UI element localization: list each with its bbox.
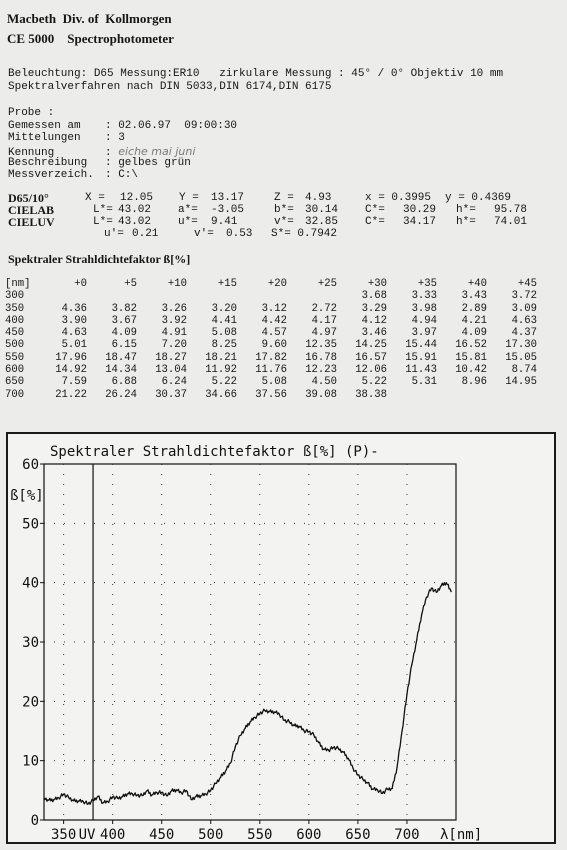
table-cell: 11.76 bbox=[255, 364, 287, 377]
table-cell: 12.23 bbox=[305, 364, 337, 377]
table-cell: 16.57 bbox=[355, 351, 387, 364]
data-point bbox=[244, 728, 245, 729]
table-cell: 17.82 bbox=[255, 351, 287, 364]
table-column-header: +30 bbox=[367, 278, 387, 290]
data-point bbox=[240, 735, 241, 736]
data-point bbox=[191, 799, 192, 800]
colorimetry-value: x = 0.3995 bbox=[365, 192, 432, 204]
colorimetry-value: 0.21 bbox=[132, 228, 159, 240]
colorimetry-value: 4.93 bbox=[305, 192, 332, 204]
table-cell: 37.56 bbox=[255, 388, 287, 401]
table-cell: 4.37 bbox=[511, 327, 537, 340]
data-point bbox=[97, 796, 98, 797]
y-tick-label: 60 bbox=[22, 457, 39, 473]
data-point bbox=[83, 801, 84, 802]
table-cell: 5.08 bbox=[211, 327, 237, 340]
data-point bbox=[352, 768, 353, 769]
data-point bbox=[78, 800, 79, 801]
data-point bbox=[362, 779, 363, 780]
table-cell: 3.82 bbox=[111, 302, 137, 315]
table-cell: 4.94 bbox=[411, 314, 437, 327]
x-tick-label: 650 bbox=[345, 827, 371, 842]
colorimetry-value: 30.29 bbox=[403, 204, 437, 216]
colorimetry-value: 43.02 bbox=[118, 216, 152, 228]
table-cell bbox=[387, 389, 437, 401]
y-tick-label: 20 bbox=[22, 694, 39, 711]
x-tick-label: 450 bbox=[149, 827, 175, 842]
data-point bbox=[48, 800, 49, 801]
spectral-table bbox=[5, 278, 537, 401]
data-point bbox=[397, 766, 398, 767]
table-cell: 5.22 bbox=[211, 376, 237, 389]
table-cell: 5.08 bbox=[261, 376, 287, 389]
table-cell bbox=[237, 290, 287, 302]
data-point bbox=[357, 774, 358, 775]
data-point bbox=[259, 713, 260, 714]
data-point bbox=[225, 770, 226, 771]
data-point bbox=[43, 798, 44, 799]
data-point bbox=[426, 597, 427, 598]
data-point bbox=[102, 802, 103, 803]
data-point bbox=[313, 734, 314, 735]
colorimetry-label: D65/10° bbox=[8, 191, 49, 205]
table-cell: 21.22 bbox=[55, 388, 87, 401]
colorimetry-label: CIELUV bbox=[8, 215, 55, 229]
table-cell: 16.52 bbox=[455, 339, 487, 352]
data-point bbox=[450, 591, 451, 592]
device-header: Macbeth Div. of Kollmorgen bbox=[7, 11, 172, 26]
data-point bbox=[436, 592, 437, 593]
probe-row-value: gelbes grün bbox=[118, 156, 191, 169]
data-point bbox=[269, 711, 270, 712]
table-cell: 3.68 bbox=[361, 290, 387, 303]
data-point bbox=[63, 794, 64, 795]
data-point bbox=[446, 582, 447, 583]
table-row bbox=[5, 315, 537, 327]
table-column-header: +20 bbox=[267, 278, 287, 290]
data-point bbox=[220, 777, 221, 778]
table-column-header: +35 bbox=[417, 278, 437, 290]
table-row bbox=[5, 364, 537, 376]
table-cell: 4.42 bbox=[261, 314, 287, 327]
table-row-wavelength: 550 bbox=[5, 351, 25, 364]
table-cell: 2.72 bbox=[311, 302, 337, 315]
table-column-header: +15 bbox=[217, 278, 237, 290]
x-tick-label: 600 bbox=[296, 827, 322, 842]
table-cell: 18.47 bbox=[105, 351, 137, 364]
table-cell: 5.01 bbox=[61, 339, 87, 352]
data-point bbox=[88, 803, 89, 804]
data-point bbox=[347, 758, 348, 759]
table-cell: 5.22 bbox=[361, 376, 387, 389]
colorimetry-value: S*= 0.7942 bbox=[271, 228, 338, 240]
table-row bbox=[5, 290, 537, 302]
probe-row-value: eiche mai juni bbox=[118, 144, 196, 158]
table-row bbox=[5, 327, 537, 339]
x-tick-label: 500 bbox=[198, 827, 224, 842]
colorimetry-value: 95.78 bbox=[494, 204, 528, 216]
colorimetry-value: u'= bbox=[104, 228, 124, 240]
table-cell: 2.89 bbox=[461, 302, 487, 315]
x-tick-label: 400 bbox=[100, 827, 126, 842]
data-point bbox=[421, 614, 422, 615]
table-cell: 4.36 bbox=[61, 302, 87, 315]
y-tick-label: 40 bbox=[22, 575, 39, 592]
data-point bbox=[254, 717, 255, 718]
table-cell: 3.67 bbox=[111, 314, 137, 327]
spectral-chart-svg bbox=[8, 434, 554, 842]
data-point bbox=[431, 588, 432, 589]
probe-title: Probe : bbox=[8, 107, 55, 119]
data-point bbox=[387, 788, 388, 789]
table-cell: 3.46 bbox=[361, 327, 387, 340]
data-point bbox=[122, 796, 123, 797]
table-cell: 3.09 bbox=[511, 302, 537, 315]
data-point bbox=[92, 800, 93, 801]
y-tick-label: 10 bbox=[22, 753, 39, 770]
table-column-header: +25 bbox=[317, 278, 337, 290]
device-model: CE 5000 Spectrophotometer bbox=[7, 31, 174, 46]
table-cell: 14.95 bbox=[505, 376, 537, 389]
data-point bbox=[73, 800, 74, 801]
table-cell: 8.96 bbox=[461, 376, 487, 389]
probe-row-separator: : bbox=[105, 146, 119, 159]
table-cell: 4.12 bbox=[361, 314, 387, 327]
y-tick-label: 30 bbox=[22, 635, 39, 651]
colorimetry-value: X = bbox=[85, 192, 105, 204]
table-cell: 3.43 bbox=[461, 290, 487, 303]
probe-row bbox=[8, 157, 191, 169]
table-cell: 4.17 bbox=[311, 314, 337, 327]
probe-row bbox=[8, 132, 125, 144]
uv-label: UV bbox=[78, 827, 96, 842]
data-point bbox=[205, 793, 206, 794]
table-cell: 3.72 bbox=[511, 290, 537, 303]
data-point bbox=[151, 794, 152, 795]
table-cell: 18.21 bbox=[205, 351, 237, 364]
table-cell: 4.63 bbox=[511, 314, 537, 327]
colorimetry-value: C*= bbox=[365, 216, 385, 228]
table-column-header: +45 bbox=[517, 278, 537, 290]
table-cell bbox=[437, 389, 487, 401]
probe-row-label: Beschreibung bbox=[8, 156, 88, 169]
colorimetry-value: C*= bbox=[365, 204, 385, 216]
colorimetry-value: Y = bbox=[179, 192, 199, 204]
table-row bbox=[5, 303, 537, 315]
table-cell: 11.92 bbox=[205, 364, 237, 377]
data-point bbox=[53, 799, 54, 800]
data-point bbox=[195, 796, 196, 797]
table-row-wavelength: 300 bbox=[5, 290, 25, 303]
data-point bbox=[274, 711, 275, 712]
data-point bbox=[146, 790, 147, 791]
table-cell: 4.41 bbox=[211, 314, 237, 327]
table-cell: 3.26 bbox=[161, 302, 187, 315]
data-point bbox=[406, 693, 407, 694]
x-tick-label: 550 bbox=[247, 827, 273, 842]
data-point bbox=[58, 797, 59, 798]
colorimetry-value: L*= bbox=[93, 204, 113, 216]
data-point bbox=[249, 721, 250, 722]
probe-row-separator: : bbox=[105, 156, 119, 169]
table-cell: 3.20 bbox=[211, 302, 237, 315]
colorimetry-value: 32.85 bbox=[305, 216, 339, 228]
table-cell bbox=[487, 389, 537, 401]
table-cell: 17.30 bbox=[505, 339, 537, 352]
table-cell: 15.81 bbox=[455, 351, 487, 364]
colorimetry-value: 12.05 bbox=[120, 192, 154, 204]
table-cell: 3.92 bbox=[161, 314, 187, 327]
data-point bbox=[294, 725, 295, 726]
data-point bbox=[166, 795, 167, 796]
table-cell: 14.92 bbox=[55, 364, 87, 377]
probe-row-label: Mittelungen bbox=[8, 132, 81, 145]
y-tick-label: 0 bbox=[30, 813, 39, 829]
spectral-chart bbox=[6, 432, 556, 844]
table-cell: 4.57 bbox=[261, 327, 287, 340]
colorimetry-value: 34.17 bbox=[403, 216, 437, 228]
colorimetry-value: u*= bbox=[178, 216, 198, 228]
table-row bbox=[5, 339, 537, 351]
table-cell: 8.25 bbox=[211, 339, 237, 352]
table-cell: 3.29 bbox=[361, 302, 387, 315]
x-tick-label: 700 bbox=[394, 827, 420, 842]
table-column-header: +10 bbox=[167, 278, 187, 290]
table-cell: 7.59 bbox=[61, 376, 87, 389]
data-point bbox=[137, 795, 138, 796]
data-point bbox=[230, 762, 231, 763]
data-point bbox=[377, 789, 378, 790]
table-cell: 14.25 bbox=[355, 339, 387, 352]
table-cell: 6.15 bbox=[111, 339, 137, 352]
table-column-header: +0 bbox=[74, 278, 87, 290]
data-point bbox=[284, 720, 285, 721]
table-cell: 13.04 bbox=[155, 364, 187, 377]
table-column-header: +40 bbox=[467, 278, 487, 290]
table-cell: 18.27 bbox=[155, 351, 187, 364]
data-point bbox=[328, 750, 329, 751]
table-cell: 10.42 bbox=[455, 364, 487, 377]
table-cell: 4.21 bbox=[461, 314, 487, 327]
table-cell bbox=[37, 290, 87, 302]
probe-row-separator: : bbox=[105, 132, 119, 145]
table-cell: 26.24 bbox=[105, 388, 137, 401]
table-cell: 16.78 bbox=[305, 351, 337, 364]
data-point bbox=[127, 793, 128, 794]
data-point bbox=[411, 664, 412, 665]
data-point bbox=[112, 796, 113, 797]
data-point bbox=[141, 795, 142, 796]
colorimetry-value: -3.05 bbox=[211, 204, 245, 216]
data-point bbox=[279, 714, 280, 715]
table-cell: 11.43 bbox=[405, 364, 437, 377]
table-cell: 39.08 bbox=[305, 388, 337, 401]
data-point bbox=[382, 793, 383, 794]
table-cell bbox=[287, 290, 337, 302]
table-cell: 6.88 bbox=[111, 376, 137, 389]
table-cell: 15.91 bbox=[405, 351, 437, 364]
table-cell: 4.09 bbox=[111, 327, 137, 340]
table-cell: 4.63 bbox=[61, 327, 87, 340]
table-cell: 7.20 bbox=[161, 339, 187, 352]
chart-title: Spektraler Strahldichtefaktor ß[%] (P)- bbox=[50, 444, 379, 460]
spectral-curve bbox=[44, 583, 451, 805]
table-cell: 12.06 bbox=[355, 364, 387, 377]
data-point bbox=[156, 792, 157, 793]
data-point bbox=[117, 798, 118, 799]
data-point bbox=[161, 792, 162, 793]
table-row-wavelength: 500 bbox=[5, 339, 25, 352]
illumination-settings: Beleuchtung: D65 Messung:ER10 zirkulare Messung : 45° / 0° Objektiv 10 mm bbox=[8, 68, 504, 80]
table-cell: 3.90 bbox=[61, 314, 87, 327]
probe-row-value: 3 bbox=[118, 132, 125, 145]
data-point bbox=[372, 788, 373, 789]
data-point bbox=[210, 790, 211, 791]
colorimetry-value: v*= bbox=[274, 216, 294, 228]
colorimetry-value: 30.14 bbox=[305, 204, 339, 216]
x-tick-label: 350 bbox=[50, 827, 77, 842]
table-column-header: +5 bbox=[124, 278, 137, 290]
data-point bbox=[107, 801, 108, 802]
norm-reference: Spektralverfahren nach DIN 5033,DIN 6174,DIN 6175 bbox=[8, 81, 332, 93]
colorimetry-value: a*= bbox=[178, 204, 198, 216]
colorimetry-label: CIELAB bbox=[8, 203, 55, 217]
table-row-wavelength: 450 bbox=[5, 327, 25, 340]
table-cell: 3.33 bbox=[411, 290, 437, 303]
table-cell: 4.09 bbox=[461, 327, 487, 340]
data-point bbox=[68, 797, 69, 798]
data-point bbox=[441, 585, 442, 586]
colorimetry-value: y = 0.4369 bbox=[445, 192, 512, 204]
colorimetry-value: 74.01 bbox=[494, 216, 528, 228]
table-cell: 17.96 bbox=[55, 351, 87, 364]
x-axis-label: λ[nm] bbox=[440, 827, 483, 842]
probe-row-value: 02.06.97 09:00:30 bbox=[118, 120, 238, 132]
table-cell bbox=[187, 290, 237, 302]
y-axis-label: ß[%] bbox=[10, 488, 44, 504]
data-point bbox=[323, 749, 324, 750]
table-cell: 15.05 bbox=[505, 351, 537, 364]
spectral-table-title: Spektraler Strahldichtefaktor ß[%] bbox=[8, 252, 191, 266]
probe-row-label: Gemessen am bbox=[8, 120, 81, 132]
colorimetry-value: Z = bbox=[274, 192, 294, 204]
table-cell: 3.97 bbox=[411, 327, 437, 340]
probe-row-label: Kennung bbox=[8, 146, 55, 159]
table-cell: 6.24 bbox=[161, 376, 187, 389]
data-point bbox=[176, 789, 177, 790]
table-row-wavelength: 600 bbox=[5, 364, 25, 377]
data-point bbox=[181, 792, 182, 793]
probe-row bbox=[8, 120, 237, 132]
table-cell: 38.38 bbox=[355, 388, 387, 401]
probe-row-separator: : bbox=[105, 120, 119, 132]
table-cell bbox=[137, 290, 187, 302]
table-row-wavelength: 700 bbox=[5, 388, 25, 401]
colorimetry-value: h*= bbox=[456, 204, 476, 216]
table-row bbox=[5, 352, 537, 364]
table-cell: 9.60 bbox=[261, 339, 287, 352]
table-cell bbox=[87, 290, 137, 302]
data-point bbox=[298, 726, 299, 727]
data-point bbox=[416, 639, 417, 640]
table-cell: 14.34 bbox=[105, 364, 137, 377]
colorimetry-value: 0.53 bbox=[226, 228, 253, 240]
table-cell: 5.31 bbox=[411, 376, 437, 389]
data-point bbox=[200, 795, 201, 796]
data-point bbox=[333, 747, 334, 748]
data-point bbox=[215, 783, 216, 784]
data-point bbox=[303, 730, 304, 731]
data-point bbox=[289, 721, 290, 722]
probe-row-separator: : bbox=[105, 169, 119, 182]
y-tick-label: 50 bbox=[22, 516, 39, 533]
data-point bbox=[318, 742, 319, 743]
colorimetry-value: 9.41 bbox=[211, 216, 238, 228]
table-cell: 3.12 bbox=[261, 302, 287, 315]
colorimetry-value: 43.02 bbox=[118, 204, 152, 216]
table-cell: 12.35 bbox=[305, 339, 337, 352]
data-point bbox=[392, 788, 393, 789]
data-point bbox=[367, 782, 368, 783]
data-point bbox=[186, 790, 187, 791]
table-cell: 30.37 bbox=[155, 388, 187, 401]
table-cell: 34.66 bbox=[205, 388, 237, 401]
table-row bbox=[5, 389, 537, 401]
table-row-wavelength: 400 bbox=[5, 314, 25, 327]
table-cell: 8.74 bbox=[511, 364, 537, 377]
table-cell: 4.91 bbox=[161, 327, 187, 340]
data-point bbox=[235, 746, 236, 747]
data-point bbox=[171, 790, 172, 791]
data-point bbox=[401, 731, 402, 732]
probe-row-label: Messverzeich. bbox=[8, 169, 94, 182]
table-row bbox=[5, 376, 537, 388]
data-point bbox=[132, 793, 133, 794]
table-column-header: [nm] bbox=[5, 278, 31, 290]
probe-row-value: C:\ bbox=[118, 169, 139, 182]
data-point bbox=[338, 748, 339, 749]
colorimetry-value: L*= bbox=[93, 216, 113, 228]
colorimetry-value: 13.17 bbox=[211, 192, 245, 204]
table-cell: 4.50 bbox=[311, 376, 337, 389]
table-cell: 4.97 bbox=[311, 327, 337, 340]
data-point bbox=[343, 752, 344, 753]
table-cell: 3.98 bbox=[411, 302, 437, 315]
data-point bbox=[264, 710, 265, 711]
colorimetry-value: v'= bbox=[194, 228, 214, 240]
table-cell: 15.44 bbox=[405, 339, 437, 352]
colorimetry-value: h*= bbox=[456, 216, 476, 228]
data-point bbox=[308, 731, 309, 732]
colorimetry-value: b*= bbox=[274, 204, 294, 216]
table-row-wavelength: 350 bbox=[5, 302, 25, 315]
table-row-wavelength: 650 bbox=[5, 376, 25, 389]
probe-row bbox=[8, 169, 138, 181]
